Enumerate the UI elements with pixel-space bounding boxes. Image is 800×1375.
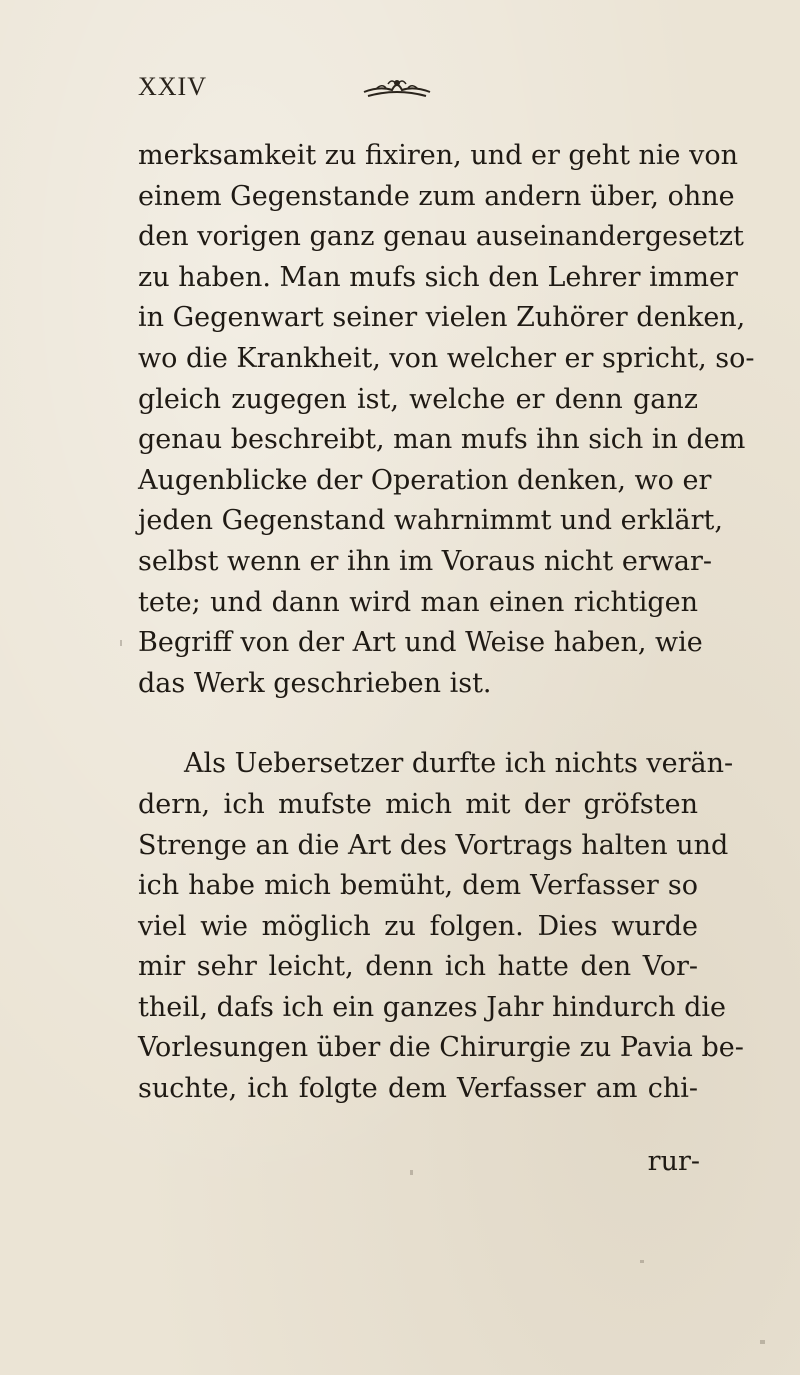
text-line: den vorigen ganz genau auseinandergesetzt: [138, 221, 744, 253]
text-line: tete; und dann wird man einen richtigen: [138, 586, 698, 618]
text-line: selbst wenn er ihn im Voraus nicht erwar-: [138, 545, 712, 577]
text-line: viel wie möglich zu folgen. Dies wurde: [138, 910, 698, 942]
printer-ornament-icon: [362, 74, 432, 100]
text-line: genau beschreibt, man mufs ihn sich in dem: [138, 424, 746, 456]
page-header: [138, 72, 658, 112]
paper-speck: [120, 640, 122, 646]
text-line: gleich zugegen ist, welche er denn ganz: [138, 383, 698, 415]
text-line: einem Gegenstande zum andern über, ohne: [138, 180, 735, 212]
paper-speck: [410, 1170, 413, 1175]
text-line: wo die Krankheit, von welcher er spricht, so-: [138, 342, 755, 374]
text-line: jeden Gegenstand wahrnimmt und erklärt,: [138, 505, 723, 537]
text-line: ich habe mich bemüht, dem Verfasser so: [138, 870, 698, 902]
text-line: zu haben. Man mufs sich den Lehrer immer: [138, 261, 738, 293]
text-line: theil, dafs ich ein ganzes Jahr hindurch die: [138, 991, 726, 1023]
text-line: merksamkeit zu fixiren, und er geht nie von: [138, 140, 738, 171]
text-line: das Werk geschrieben ist.: [138, 667, 492, 699]
catchword: rur-: [647, 1146, 700, 1177]
text-line: Strenge an die Art des Vortrags halten und: [138, 829, 729, 861]
page-number: XXIV: [138, 72, 207, 101]
paper-speck: [640, 1260, 644, 1263]
text-line: suchte, ich folgte dem Verfasser am chi-: [138, 1073, 698, 1105]
text-line: Begriff von der Art und Weise haben, wie: [138, 627, 703, 659]
paragraph-gap: [138, 704, 698, 744]
text-line: in Gegenwart seiner vielen Zuhörer denken,: [138, 302, 746, 334]
text-line: dern, ich mufste mich mit der gröfsten: [138, 788, 698, 820]
paper-speck: [760, 1340, 765, 1344]
body-text: [138, 136, 755, 1110]
text-line: Als Uebersetzer durfte ich nichts verän-: [184, 748, 734, 780]
text-line: mir sehr leicht, denn ich hatte den Vor-: [138, 951, 698, 983]
text-line: Vorlesungen über die Chirurgie zu Pavia be-: [138, 1032, 744, 1064]
text-line: Augenblicke der Operation denken, wo er: [138, 464, 712, 496]
